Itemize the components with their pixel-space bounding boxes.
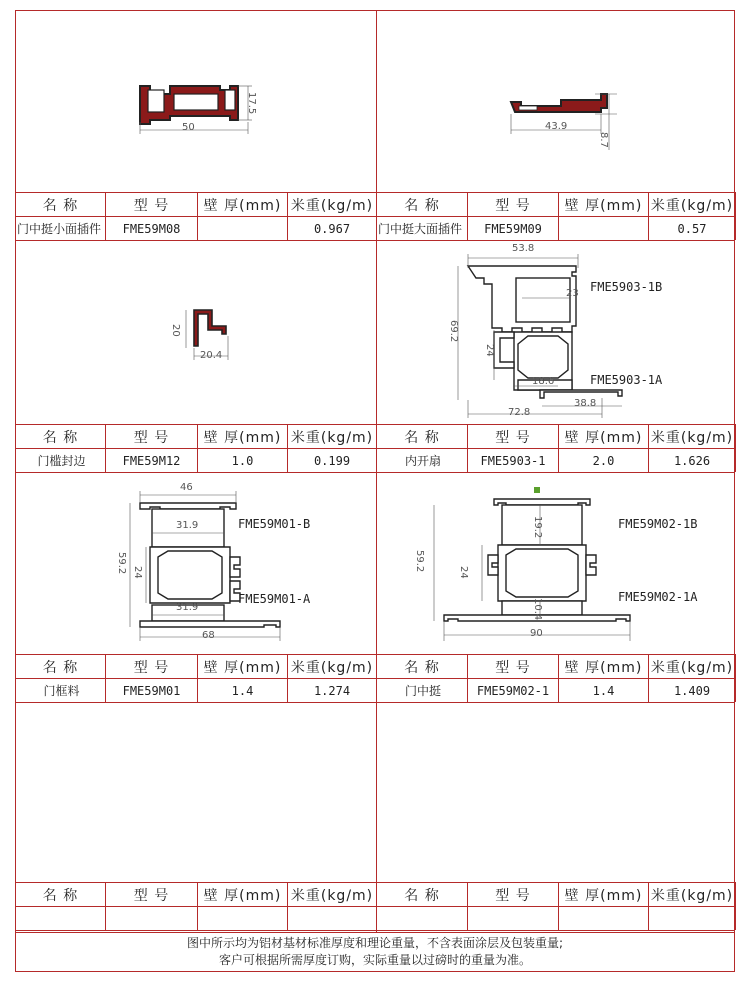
fme5903-dim-69-2: 69.2: [448, 320, 459, 343]
m01-label-b: FME59M01-B: [238, 517, 311, 531]
table-header-wall: 壁 厚(mm): [564, 887, 643, 904]
cell-left-weight: 1.274: [313, 683, 351, 698]
table-col-rule: [735, 654, 736, 702]
table-header-wall: 壁 厚(mm): [203, 659, 282, 676]
table-rule: [15, 930, 735, 931]
cell-right-weight: 1.409: [673, 683, 711, 698]
cell-right-model: FME59M09: [484, 221, 542, 236]
cell-right-name: 内开扇: [404, 454, 441, 468]
table-header-model: 型 号: [133, 429, 170, 446]
m12-dim-height: 20: [170, 324, 181, 337]
fme5903-label-b: FME5903-1B: [590, 280, 663, 294]
cell-left-model: FME59M12: [122, 453, 181, 468]
m02-label-b: FME59M02-1B: [618, 517, 698, 531]
cell-left-name: 门中挺小面插件: [17, 222, 102, 236]
fme5903-dim-53-8: 53.8: [512, 243, 535, 254]
table-header-wall: 壁 厚(mm): [564, 659, 643, 676]
table-header-model: 型 号: [495, 887, 531, 904]
drawing-m02: [420, 485, 640, 645]
footer-note: [15, 932, 735, 972]
table-rule: [15, 472, 735, 473]
fme5903-dim-18-6: 18.6: [532, 376, 555, 387]
m08-dim-height: 17.5: [246, 92, 257, 115]
table-rule: [15, 702, 735, 703]
table-header-weight: 米重(kg/m): [290, 429, 374, 446]
m02-dim-24: 24: [458, 566, 469, 579]
m01-dim-68: 68: [202, 630, 215, 641]
fme5903-dim-38-8: 38.8: [574, 398, 597, 409]
cell-right-name: [377, 907, 468, 930]
table-header-wall: 壁 厚(mm): [203, 197, 282, 214]
fme5903-dim-24: 24: [484, 344, 495, 357]
fme5903-dim-72-8: 72.8: [508, 407, 531, 418]
cell-right-weight: [649, 907, 735, 930]
cell-left-name: [16, 907, 106, 930]
m02-dim-19-2: 19.2: [532, 516, 543, 539]
table-header-weight: 米重(kg/m): [650, 659, 734, 676]
cell-left-wall: [198, 217, 287, 240]
table-col-rule: [735, 882, 736, 930]
m01-dim-31-9-top: 31.9: [176, 520, 199, 531]
m08-dim-width: 50: [182, 122, 195, 133]
m09-dim-width: 43.9: [545, 121, 568, 132]
table-header-model: 型 号: [495, 197, 531, 214]
table-header-name: 名 称: [42, 197, 79, 214]
table-header-name: 名 称: [404, 197, 440, 214]
cell-left-wall: 1.0: [231, 453, 254, 468]
m01-dim-59-2: 59.2: [116, 552, 127, 575]
m02-label-a: FME59M02-1A: [618, 590, 698, 604]
cell-right-wall: 2.0: [592, 453, 615, 468]
drawing-fme5903: [440, 248, 640, 423]
cell-left-model: [106, 907, 197, 930]
table-header-wall: 壁 厚(mm): [564, 429, 643, 446]
cell-left-model: FME59M01: [122, 683, 181, 698]
cell-right-weight: 0.57: [677, 221, 707, 236]
cell-left-weight: 0.199: [313, 453, 351, 468]
cell-left-name: 门槛封边: [37, 454, 86, 468]
drawing-m08: [130, 78, 260, 148]
cell-right-model: [468, 907, 558, 930]
cell-left-wall: [198, 907, 287, 930]
cell-left-model: FME59M08: [122, 221, 181, 236]
m01-label-a: FME59M01-A: [238, 592, 311, 606]
cell-left-name: 门框料: [43, 684, 80, 698]
table-header-name: 名 称: [404, 659, 440, 676]
table-header-weight: 米重(kg/m): [650, 197, 734, 214]
table-header-name: 名 称: [404, 429, 440, 446]
cell-right-name: 门中挺大面插件: [378, 222, 463, 236]
footer-line-2: 客户可根据所需厚度订购，实际重量以过磅时的重量为准。: [218, 953, 531, 967]
table-col-rule: [735, 192, 736, 240]
m01-dim-31-9-bottom: 31.9: [176, 602, 199, 613]
table-header-wall: 壁 厚(mm): [203, 887, 282, 904]
cell-right-wall: [559, 907, 648, 930]
cell-right-weight: 1.626: [673, 453, 711, 468]
table-header-weight: 米重(kg/m): [650, 429, 734, 446]
m02-dim-10-4: 10.4: [532, 598, 543, 621]
table-header-weight: 米重(kg/m): [290, 887, 374, 904]
fme5903-label-a: FME5903-1A: [590, 373, 663, 387]
m01-dim-24: 24: [132, 566, 143, 579]
table-rule: [15, 240, 735, 241]
table-header-model: 型 号: [495, 429, 531, 446]
table-header-weight: 米重(kg/m): [290, 197, 374, 214]
m01-dim-46: 46: [180, 482, 193, 493]
cell-left-weight: [288, 907, 376, 930]
table-header-weight: 米重(kg/m): [650, 887, 734, 904]
cell-right-name: 门中挺: [404, 684, 441, 698]
table-header-name: 名 称: [42, 887, 79, 904]
table-header-model: 型 号: [133, 197, 170, 214]
table-header-weight: 米重(kg/m): [290, 659, 374, 676]
table-header-name: 名 称: [42, 659, 79, 676]
table-header-model: 型 号: [495, 659, 531, 676]
table-header-model: 型 号: [133, 887, 170, 904]
marker-square: [534, 487, 540, 493]
m12-dim-width: 20.4: [200, 350, 223, 361]
table-header-model: 型 号: [133, 659, 170, 676]
cell-right-wall: 1.4: [592, 683, 615, 698]
cell-left-weight: 0.967: [313, 221, 351, 236]
fme5903-dim-23: 23: [566, 288, 579, 299]
table-header-name: 名 称: [404, 887, 440, 904]
drawing-m01: [110, 485, 300, 645]
table-header-name: 名 称: [42, 429, 79, 446]
table-header-wall: 壁 厚(mm): [203, 429, 282, 446]
table-col-rule: [735, 424, 736, 472]
m02-dim-90: 90: [530, 628, 543, 639]
cell-right-model: FME5903-1: [480, 453, 546, 468]
m09-dim-height: 8.7: [598, 132, 609, 148]
table-header-wall: 壁 厚(mm): [564, 197, 643, 214]
footer-line-1: 图中所示均为铝材基材标准厚度和理论重量，不含表面涂层及包装重量;: [186, 936, 564, 950]
m02-dim-59-2: 59.2: [414, 550, 425, 573]
cell-left-wall: 1.4: [231, 683, 254, 698]
cell-right-model: FME59M02-1: [476, 683, 550, 698]
cell-right-wall: [559, 217, 648, 240]
